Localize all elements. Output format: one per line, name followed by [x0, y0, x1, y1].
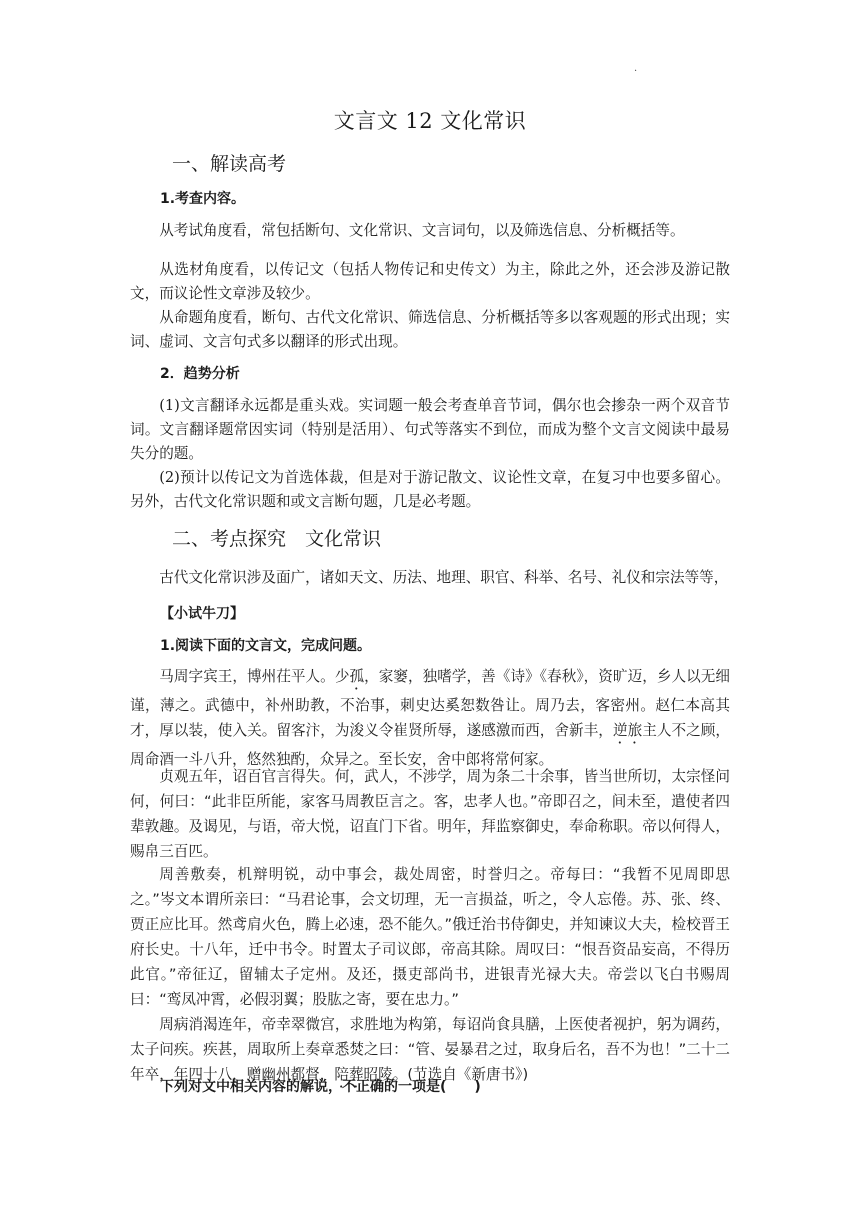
passage-paragraph-1: [130, 664, 730, 772]
passage-text: 马周字宾王，博州茌平人。少: [159, 668, 350, 685]
passage-paragraph-3: 周善敷奏，机辩明锐，动中事会，裁处周密，时誉归之。帝每曰：“我暂不见周即思之。”岑文本谓所亲曰：“马君论事，会文切理，无一言损益，听之，令人忘倦。苏、张、终、贾正应比耳。然鸢肩火色，腾上必速，恐不能久。”俄迁治书侍御史，并知谏议大夫，检校晋王府长史。十八年，迁中书令。时置太子司议郎，帝高其除。周叹曰：“恨吾资品妄高，不得历此官。”帝征辽，留辅太子定州。及还，摄吏部尚书，进银青光禄大夫。帝尝以飞白书赐周曰：“鸾凤冲霄，必假羽翼；股肱之寄，要在忠力。”: [130, 866, 730, 1008]
question-1-heading: 1.阅读下面的文言文，完成问题。: [160, 638, 372, 654]
question-stem: 下列对文中相关内容的解说，不正确的一项是( ): [160, 1079, 481, 1095]
passage-text: 昭陵。(节选自《新唐书》): [363, 1066, 529, 1083]
passage-text: 主人不之顾，周命酒一斗八升，悠然独酌，众异之。至长安，舍中郎将常何家。: [130, 722, 730, 768]
emphasized-word: 孤: [349, 668, 365, 685]
passage-text: ，家窭，独嗜学，善《诗》《春秋》，资旷迈，乡人以无细谨，薄之。武德中，补州助教，不治事，刺史达奚恕数咎让。周乃去，客密州。赵仁本高其才，厚以装，使入关。留客汴，为浚义令崔贤所辱，遂感激而西，舍新丰，: [130, 668, 730, 739]
paragraph-material-angle: 从选材角度看，以传记文（包括人物传记和史传文）为主，除此之外，还会涉及游记散文，而议论性文章涉及较少。: [130, 261, 730, 302]
section-heading-2: 二、考点探究 文化常识: [172, 528, 382, 550]
paragraph-trend-1: (1)文言翻译永远都是重头戏。实词题一般会考查单音节词，偶尔也会掺杂一两个双音节词。文言翻译题常因实词（特别是活用）、句式等落实不到位，而成为整个文言文阅读中最易失分的题。: [130, 397, 730, 462]
trial-heading: 【小试牛刀】: [160, 606, 244, 622]
passage-text: 周病消渴连年，帝幸翠微宫，求胜地为构第，每诏尚食具膳，上医使者视护，躬为调药，太子问疾。疾甚，周取所上奏章悉焚之曰：“管、晏暴君之过，取身后名，吾不为也！”二十二年卒，年四十八，赠幽州都督，: [130, 1016, 730, 1083]
corner-mark: ·: [634, 66, 638, 77]
paragraph-trend-2: (2)预计以传记文为首选体裁，但是对于游记散文、议论性文章，在复习中也要多留心。另外，古代文化常识题和或文言断句题，几是必考题。: [130, 469, 730, 510]
document-title: 文言文 12 文化常识: [333, 109, 527, 133]
subheading-trend-analysis: 2．趋势分析: [160, 366, 240, 382]
emphasized-word: 陪葬: [334, 1066, 364, 1083]
paragraph-culture-intro: 古代文化常识涉及面广，诸如天文、历法、地理、职官、科举、名号、礼仪和宗法等等，: [159, 569, 729, 586]
passage-paragraph-2: 贞观五年，诏百官言得失。何，武人，不涉学，周为条二十余事，皆当世所切，太宗怪问何，何曰：“此非臣所能，家客马周教臣言之。客，忠孝人也。”帝即召之，间未至，遣使者四辈敦趣。及谒见，与语，帝大悦，诏直门下省。明年，拜监察御史，奉命称职。帝以何得人，赐帛三百匹。: [130, 768, 730, 860]
paragraph-exam-angle: 从考试角度看，常包括断句、文化常识、文言词句，以及筛选信息、分析概括等。: [159, 222, 685, 239]
section-heading-1: 一、解读高考: [172, 153, 287, 175]
paragraph-question-angle: 从命题角度看，断句、古代文化常识、筛选信息、分析概括等多以客观题的形式出现；实词、虚词、文言句式多以翻译的形式出现。: [130, 309, 730, 350]
emphasized-word: 逆旅: [612, 722, 643, 739]
subheading-exam-content: 1.考查内容。: [160, 191, 246, 207]
